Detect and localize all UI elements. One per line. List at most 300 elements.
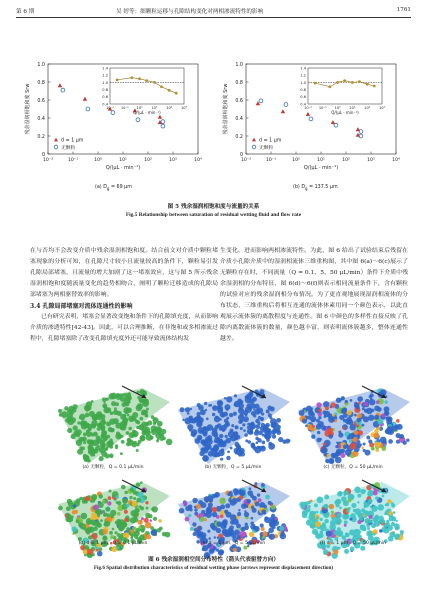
- inset-y-tick-label: 0.6: [300, 95, 306, 100]
- x-tick-label: 10⁻²: [240, 158, 252, 163]
- fluid-cluster: [99, 456, 104, 461]
- fluid-cluster: [353, 534, 356, 537]
- fluid-cluster: [64, 406, 68, 410]
- fluid-cluster: [124, 518, 128, 522]
- fluid-cluster: [360, 525, 366, 531]
- fluid-cluster: [379, 529, 382, 532]
- fluid-cluster: [262, 434, 265, 437]
- fluid-cluster: [238, 414, 244, 420]
- fluid-cluster: [102, 397, 106, 401]
- inset-data-point: [138, 77, 141, 80]
- fluid-cluster: [331, 510, 334, 513]
- fluid-cluster: [216, 528, 221, 533]
- y-axis-label: 残余湿润相饱和度 Srw: [223, 83, 229, 135]
- fluid-cluster: [335, 445, 338, 448]
- y-tick-label: 1.0: [37, 62, 45, 68]
- fluid-cluster: [93, 454, 95, 456]
- y-axis-label: 残余湿润相饱和度 Srw: [25, 83, 31, 135]
- fluid-cluster: [142, 429, 147, 434]
- fluid-cluster: [345, 449, 352, 456]
- fluid-cluster: [102, 443, 106, 447]
- fig6-panel-f: [292, 474, 414, 566]
- fluid-cluster: [227, 493, 230, 496]
- fluid-cluster: [93, 432, 98, 437]
- fluid-cluster: [311, 434, 315, 438]
- fluid-cluster: [106, 446, 109, 449]
- fluid-cluster: [203, 427, 206, 430]
- fluid-cluster: [382, 495, 385, 498]
- fluid-cluster: [116, 393, 120, 397]
- fluid-cluster: [103, 421, 106, 424]
- fluid-cluster: [212, 512, 218, 518]
- y-tick-label: 0.4: [235, 116, 243, 122]
- inset-y-tick-label: 1.2: [102, 73, 108, 78]
- fluid-cluster: [146, 507, 149, 510]
- fluid-cluster: [200, 447, 205, 452]
- fluid-cluster: [191, 431, 197, 437]
- fluid-cluster: [206, 438, 213, 445]
- inset-data-point: [351, 81, 354, 84]
- fluid-cluster: [71, 526, 77, 532]
- data-point-triangle: [306, 112, 310, 116]
- fluid-cluster: [99, 547, 103, 551]
- fluid-cluster: [384, 400, 388, 404]
- fluid-cluster: [371, 409, 374, 412]
- fluid-cluster: [333, 549, 338, 554]
- fluid-cluster: [188, 514, 191, 517]
- inset-data-point: [314, 82, 317, 85]
- fluid-cluster: [249, 487, 252, 490]
- fluid-cluster: [125, 533, 129, 537]
- fluid-cluster: [142, 400, 149, 407]
- fluid-cluster: [255, 424, 260, 429]
- fig6-caption-f: (f) d = 1 μm，Q = 50 μL/min: [319, 541, 387, 546]
- fluid-cluster: [318, 409, 321, 412]
- inset-x-tick-label: 10⁰: [136, 106, 143, 110]
- fluid-cluster: [319, 438, 322, 441]
- fluid-cluster: [96, 414, 103, 421]
- fluid-cluster: [269, 416, 272, 419]
- fluid-cluster: [272, 434, 276, 438]
- fluid-cluster: [323, 443, 326, 446]
- inset-data-point: [358, 80, 361, 83]
- data-point-circle: [136, 118, 140, 122]
- fluid-cluster: [115, 495, 119, 499]
- fluid-cluster: [104, 521, 110, 527]
- fluid-cluster: [126, 504, 129, 507]
- fluid-cluster: [335, 457, 342, 464]
- inset-y-tick-label: 0.8: [102, 88, 108, 92]
- fluid-cluster: [350, 546, 355, 551]
- x-tick-label: 10¹: [317, 158, 325, 163]
- fluid-cluster: [103, 407, 109, 413]
- fluid-cluster: [371, 523, 376, 528]
- right-paragraph: 生变化，进而影响两相渗流特性。为此，图 6 给出了试验结束后残留在介质小孔隙介质中的湿润相流体三维重构图，其中图 6(a)～6(c)展示了无颗粒存在时，不同流量（Q = 0.1、5、50 μL/min）条件下介质中残余湿润相的分布特征，图 6(d)～6(f)则表示相同流量条件下，含有颗粒的试验对应的残余湿润相分布情况。为了更直观地展现湿润相流体的分布状态，三维重构后将相互连通的流体体素用同一个颜色表示，以此直观展示流体簇的离散程度与连通性。图 6 中颜色的多样性直接反映了孔隙内离散流体簇的数量，颜色越丰富，则表明流体簇越多，整体连通性越差。: [220, 248, 408, 342]
- fluid-cluster: [269, 517, 273, 521]
- fluid-cluster: [117, 411, 122, 416]
- running-header: [16, 7, 411, 18]
- fluid-cluster: [109, 490, 112, 493]
- fluid-cluster: [131, 501, 137, 507]
- fluid-cluster: [351, 503, 356, 508]
- fluid-cluster: [268, 443, 275, 450]
- fluid-cluster: [205, 511, 212, 518]
- fluid-cluster: [338, 431, 341, 434]
- issue-number: 第 6 期: [16, 9, 35, 15]
- fluid-cluster: [182, 419, 184, 421]
- fluid-cluster: [233, 431, 238, 436]
- fluid-cluster: [139, 389, 145, 395]
- fluid-cluster: [136, 420, 140, 424]
- inset-x-tick-label: 10¹: [349, 106, 356, 110]
- fluid-cluster: [320, 518, 323, 521]
- fluid-cluster: [120, 452, 123, 455]
- data-point-triangle: [158, 115, 162, 119]
- fluid-cluster: [220, 514, 224, 518]
- inset-y-tick-label: 0.8: [300, 88, 306, 92]
- fluid-cluster: [204, 402, 207, 405]
- fluid-cluster: [326, 531, 332, 537]
- legend-label: 无颗粒: [259, 145, 274, 151]
- fluid-cluster: [318, 416, 321, 419]
- fluid-cluster: [227, 450, 230, 453]
- fluid-cluster: [261, 527, 265, 531]
- fluid-cluster: [183, 502, 187, 506]
- fluid-cluster: [261, 441, 265, 445]
- fluid-cluster: [274, 429, 277, 432]
- fluid-cluster: [82, 499, 86, 503]
- fluid-cluster: [233, 548, 237, 552]
- fluid-cluster: [267, 406, 271, 410]
- section-heading: 3.4 孔隙局部堵塞对流体连通性的影响: [30, 303, 133, 310]
- fluid-cluster: [395, 533, 400, 538]
- fluid-cluster: [254, 431, 259, 436]
- fluid-cluster: [115, 531, 118, 534]
- fluid-cluster: [197, 420, 203, 426]
- fluid-cluster: [344, 549, 349, 554]
- x-tick-label: 10⁴: [194, 158, 202, 163]
- inset-x-axis-label: Q/(μL · min⁻¹): [331, 110, 359, 115]
- fluid-cluster: [251, 517, 254, 520]
- fluid-cluster: [346, 509, 349, 512]
- fluid-cluster: [214, 492, 219, 497]
- fluid-cluster: [146, 408, 149, 411]
- fluid-cluster: [306, 507, 311, 512]
- fluid-cluster: [328, 428, 333, 433]
- running-title: 吴 婷等：细颗粒运移与孔隙结构变化对两相渗流特性的影响: [116, 9, 264, 15]
- fluid-cluster: [58, 409, 62, 413]
- fluid-cluster: [361, 424, 364, 427]
- fluid-cluster: [395, 424, 400, 429]
- fluid-cluster: [254, 447, 261, 454]
- fluid-cluster: [243, 546, 247, 550]
- fluid-cluster: [375, 442, 381, 448]
- fluid-cluster: [357, 413, 362, 418]
- fluid-cluster: [97, 523, 102, 528]
- fluid-cluster: [99, 447, 106, 454]
- fluid-cluster: [224, 435, 227, 438]
- fluid-cluster: [239, 490, 245, 496]
- fluid-cluster: [133, 490, 137, 494]
- fluid-cluster: [368, 415, 374, 421]
- fluid-cluster: [317, 431, 320, 434]
- fluid-cluster: [240, 427, 243, 430]
- fluid-cluster: [320, 450, 323, 453]
- fluid-cluster: [121, 440, 125, 444]
- inset-x-tick-label: 10²: [364, 106, 371, 110]
- fluid-cluster: [234, 394, 237, 397]
- fluid-cluster: [195, 530, 199, 534]
- fluid-cluster: [127, 414, 130, 417]
- fluid-cluster: [136, 449, 139, 452]
- left-paragraph-1: 在与否均不会改变介质中残余湿润相饱和度。结合前文对介质中颗粒堵塞现象的分析可知，在孔隙尺寸较小且流量较高的条件下，颗粒易引发孔隙局部堵塞，且流量的增大加剧了这一堵塞效应，这与图 5 所示残余湿润相饱和度随流量变化的趋势相吻合，阐明了颗粒迁移造成的孔隙局部堵塞为两相驱替效率的影响。: [30, 248, 218, 298]
- fluid-cluster: [215, 416, 218, 419]
- inset-data-point: [130, 76, 133, 79]
- fluid-cluster: [348, 433, 354, 439]
- fluid-cluster: [233, 412, 237, 416]
- fluid-cluster: [354, 403, 359, 408]
- fluid-cluster: [343, 413, 348, 418]
- fluid-cluster: [361, 446, 364, 449]
- fluid-cluster: [88, 495, 91, 498]
- fluid-cluster: [206, 418, 209, 421]
- fluid-cluster: [366, 435, 370, 439]
- fluid-cluster: [194, 506, 197, 509]
- fluid-cluster: [115, 521, 118, 524]
- fluid-cluster: [238, 509, 240, 511]
- fluid-cluster: [323, 415, 326, 418]
- inset-x-tick-label: 10⁻¹: [318, 106, 327, 110]
- fluid-cluster: [73, 404, 78, 409]
- fluid-cluster: [346, 421, 349, 424]
- fluid-cluster: [157, 421, 163, 427]
- fluid-cluster: [224, 404, 230, 410]
- fluid-cluster: [92, 439, 99, 446]
- fluid-cluster: [187, 412, 190, 415]
- fluid-cluster: [268, 501, 272, 505]
- fluid-cluster: [350, 424, 356, 430]
- fluid-cluster: [308, 410, 314, 416]
- fluid-cluster: [93, 526, 97, 530]
- left-column: [30, 246, 218, 345]
- x-tick-label: 10²: [342, 158, 350, 163]
- fluid-cluster: [384, 411, 388, 415]
- fluid-cluster: [272, 525, 276, 529]
- fluid-cluster: [391, 504, 395, 508]
- fluid-cluster: [140, 481, 143, 484]
- fluid-cluster: [357, 494, 361, 498]
- fluid-cluster: [305, 424, 308, 427]
- fluid-cluster: [360, 517, 363, 520]
- fluid-cluster: [316, 516, 319, 519]
- fluid-cluster: [323, 504, 328, 509]
- fluid-cluster: [316, 511, 318, 513]
- fluid-cluster: [245, 439, 248, 442]
- fluid-cluster: [337, 532, 341, 536]
- page-number: 1761: [396, 7, 411, 13]
- fluid-cluster: [147, 430, 151, 434]
- fluid-cluster: [385, 504, 387, 506]
- fluid-cluster: [330, 459, 334, 463]
- fluid-cluster: [320, 524, 327, 531]
- fluid-cluster: [225, 503, 230, 508]
- fluid-cluster: [159, 432, 163, 436]
- fluid-cluster: [83, 441, 86, 444]
- fig6-caption-cn: 图 6 残余湿润相空间分布特性（箭头代表驱替方向）: [148, 557, 279, 563]
- data-point-triangle: [281, 109, 285, 113]
- fluid-cluster: [137, 396, 141, 400]
- fluid-cluster: [208, 404, 211, 407]
- fluid-cluster: [93, 504, 99, 510]
- inset-y-tick-label: 1.4: [300, 66, 306, 71]
- fluid-cluster: [106, 507, 111, 512]
- fluid-cluster: [330, 402, 336, 408]
- fluid-cluster: [387, 426, 394, 433]
- left-paragraph-2: 已有研究表明，堵塞会显著改变饱和条件下的孔隙填充度，从而影响介质的渗透特性[42-43]。因此，可以合理推断，在非饱和或多相渗流过程中，孔隙堵塞除了改变孔隙填充度外还可能导致流体结构发: [30, 314, 218, 342]
- fluid-cluster: [363, 402, 368, 407]
- fluid-cluster: [302, 419, 307, 424]
- fluid-cluster: [329, 504, 334, 509]
- right-column: [220, 246, 408, 345]
- fluid-cluster: [259, 505, 262, 508]
- fluid-cluster: [95, 446, 100, 451]
- fluid-cluster: [112, 528, 115, 531]
- fluid-cluster: [141, 517, 144, 520]
- fluid-cluster: [138, 520, 143, 525]
- fluid-cluster: [78, 437, 83, 442]
- fluid-cluster: [220, 458, 223, 461]
- fig5-chart-b: [218, 50, 408, 190]
- fluid-cluster: [323, 549, 328, 554]
- fluid-cluster: [224, 397, 227, 400]
- inset-x-tick-label: 10⁰: [334, 106, 341, 110]
- fluid-cluster: [343, 493, 346, 496]
- fluid-cluster: [117, 512, 121, 516]
- fluid-cluster: [334, 500, 339, 505]
- fluid-cluster: [380, 389, 387, 396]
- fluid-cluster: [109, 531, 113, 535]
- fluid-cluster: [261, 412, 264, 415]
- fluid-cluster: [381, 446, 386, 451]
- x-tick-label: 10³: [367, 158, 375, 163]
- x-tick-label: 10¹: [119, 158, 127, 163]
- inset-data-point: [336, 81, 339, 84]
- fluid-cluster: [262, 531, 267, 536]
- data-point-circle: [61, 88, 65, 92]
- inset-data-point: [153, 81, 156, 84]
- fluid-cluster: [315, 521, 321, 527]
- fluid-cluster: [95, 533, 97, 535]
- fluid-cluster: [370, 393, 374, 397]
- fluid-cluster: [192, 498, 197, 503]
- fluid-cluster: [391, 522, 395, 526]
- fluid-cluster: [194, 508, 197, 511]
- fluid-cluster: [145, 536, 148, 539]
- inset-x-tick-label: 10⁻²: [106, 106, 114, 110]
- x-tick-label: 10⁰: [94, 158, 102, 163]
- fluid-cluster: [145, 501, 148, 504]
- fig6-panel-e: [172, 474, 294, 566]
- fluid-cluster: [374, 415, 379, 420]
- fluid-cluster: [257, 493, 260, 496]
- fluid-cluster: [151, 529, 157, 535]
- fluid-cluster: [109, 418, 115, 424]
- fluid-cluster: [328, 434, 332, 438]
- fluid-cluster: [365, 450, 371, 456]
- fluid-cluster: [126, 442, 130, 446]
- fluid-cluster: [377, 407, 382, 412]
- fluid-cluster: [257, 438, 262, 443]
- fluid-cluster: [207, 530, 210, 533]
- fluid-cluster: [138, 526, 141, 529]
- fluid-cluster: [388, 511, 392, 515]
- fluid-cluster: [393, 511, 396, 514]
- fluid-cluster: [310, 407, 313, 410]
- fluid-cluster: [273, 520, 279, 526]
- fluid-cluster: [242, 423, 245, 426]
- fluid-cluster: [237, 512, 241, 516]
- fluid-cluster: [105, 454, 110, 459]
- fig6-panel-b: [172, 380, 294, 472]
- fluid-cluster: [367, 491, 372, 496]
- fluid-cluster: [276, 418, 281, 423]
- fluid-cluster: [349, 439, 353, 443]
- fluid-cluster: [212, 507, 218, 513]
- fluid-cluster: [375, 496, 379, 500]
- fluid-cluster: [241, 527, 246, 532]
- fluid-cluster: [220, 412, 226, 418]
- fluid-cluster: [153, 517, 157, 521]
- fluid-cluster: [110, 510, 116, 516]
- y-tick-label: 0.4: [37, 116, 45, 122]
- fluid-cluster: [99, 494, 103, 498]
- fluid-cluster: [328, 416, 335, 423]
- inset-data-point: [175, 92, 178, 95]
- fluid-cluster: [354, 430, 359, 435]
- fluid-cluster: [115, 444, 118, 447]
- y-tick-label: 0.8: [37, 80, 45, 86]
- fluid-cluster: [87, 424, 93, 430]
- fluid-cluster: [134, 435, 137, 438]
- fluid-cluster: [332, 414, 335, 417]
- fluid-cluster: [205, 499, 208, 502]
- fluid-cluster: [327, 454, 330, 457]
- fluid-cluster: [250, 524, 255, 529]
- fluid-cluster: [403, 441, 407, 445]
- fluid-cluster: [115, 402, 119, 406]
- fluid-cluster: [77, 421, 80, 424]
- fluid-cluster: [67, 417, 72, 422]
- fluid-cluster: [311, 427, 315, 431]
- fluid-cluster: [129, 496, 132, 499]
- inset-data-point: [343, 79, 346, 82]
- data-point-circle: [161, 124, 165, 128]
- fluid-cluster: [309, 511, 315, 517]
- inset-y-tick-label: 1.4: [102, 66, 108, 71]
- fluid-cluster: [217, 521, 222, 526]
- fluid-cluster: [108, 496, 112, 500]
- fluid-cluster: [111, 546, 117, 552]
- fluid-cluster: [357, 396, 363, 402]
- fig6-caption-c: (c) 无颗粒，Q = 50 μL/min: [323, 465, 383, 470]
- fluid-cluster: [397, 526, 400, 529]
- fluid-cluster: [197, 515, 200, 518]
- fluid-cluster: [120, 396, 125, 401]
- fluid-cluster: [263, 424, 268, 429]
- fluid-cluster: [86, 409, 89, 412]
- fluid-cluster: [343, 427, 346, 430]
- fluid-cluster: [185, 517, 190, 522]
